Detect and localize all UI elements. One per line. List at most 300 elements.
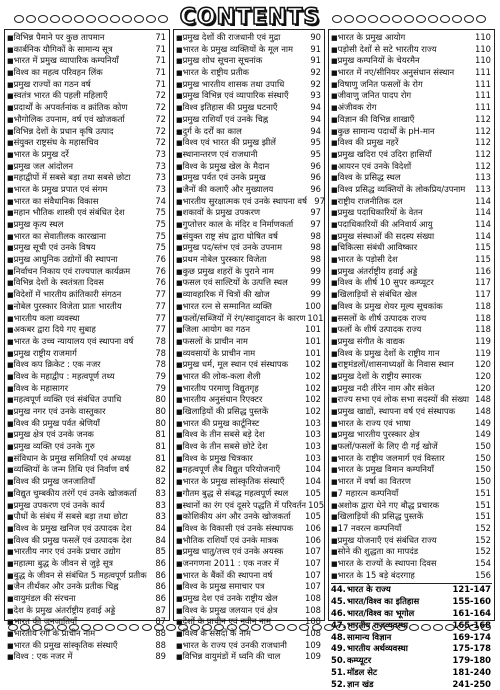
toc-entry [7,324,167,336]
bullet-icon: ■ [176,291,183,300]
toc-entry-title: प्रमुख खाद्यों, स्थापना वर्ष एवं संस्थापक [337,406,456,416]
toc-entry [331,464,492,476]
toc-entry-page: 106 [305,534,321,545]
toc-entry [7,418,167,430]
toc-entry-title: विश्व की प्रमुख पर्वत श्रेणियाँ [13,417,100,428]
bullet-icon: ■ [176,104,183,113]
toc-entry-title: भारत के राज्यों के स्थापना दिवस [337,557,437,568]
bullet-icon: ■ [331,454,338,463]
bullet-icon: ■ [7,92,14,101]
toc-entry-title: विश्व प्रसिद्ध व्यक्तियों के लोकप्रिय/उपनाम [337,183,466,194]
toc-entry-page: 115 [475,254,491,265]
toc-entry-page: 99 [310,277,321,288]
toc-entry [7,406,167,418]
bullet-icon: ■ [7,337,14,346]
toc-entry-title: विभिन्न देशों के प्रधान कृषि उत्पाद [13,125,114,136]
toc-entry [176,55,322,67]
toc-entry-title: देश के प्रमुख अंतर्राष्ट्रीय हवाई अड्डे [13,604,116,615]
toc-entry-page: 77 [155,300,166,311]
bullet-icon: ■ [7,524,14,533]
bullet-icon: ■ [7,291,14,300]
toc-entry-title: भारतीय अनुसंधान रिएक्टर [182,394,263,405]
toc-entry-title: प्रमुख सूची एवं उनके विषय [13,242,96,253]
bullet-icon: ■ [176,115,183,124]
toc-entry [331,383,492,395]
toc-entry-title: गौतम बुद्ध से संबद्ध महत्वपूर्ण स्थल [182,487,289,498]
toc-entry-title: प्रमुख आधुनिक उद्योगों की स्थापना [13,254,118,265]
bullet-icon: ■ [176,595,183,603]
section-num: 52. [331,678,346,689]
toc-entry-page: 112 [475,125,491,136]
toc-entry [331,500,492,512]
toc-entry-title: पड़ोसी देशों से सटे भारतीय राज्य [337,43,437,54]
toc-entry-title: प्रदार्थों के अपवर्तनांक व क्रांतिक कोण [13,102,128,113]
toc-entry-title: विश्व के संसदों के नाम [182,628,251,639]
toc-entry-page: 90 [310,32,321,42]
bullet-icon: ■ [176,408,183,416]
bullet-icon: ■ [7,653,14,662]
toc-entry-page: 92 [310,67,321,78]
toc-entry [7,570,167,582]
bullet-icon: ■ [331,326,338,335]
toc-entry [176,511,322,523]
toc-entry [176,383,322,395]
bullet-icon: ■ [176,92,183,101]
toc-entry-page: 111 [475,90,491,101]
bullet-icon: ■ [331,302,338,311]
section-range: 175-178 [452,643,491,654]
toc-entry-page: 118 [475,324,491,335]
toc-entry-title: प्रमुख देशों की राजधानी एवं मुद्रा [182,32,281,42]
toc-entry-page: 75 [155,230,166,241]
section-title: भारत/विश्व का इतिहास [347,596,420,607]
toc-entry-title: पदाधिकारियों की अनिवार्य आयु [337,219,433,229]
bullet-icon: ■ [176,606,183,615]
toc-entry [176,418,322,430]
bullet-icon: ■ [331,232,338,241]
contents-column-3 [328,29,495,689]
toc-entry-page: 86 [155,593,166,603]
toc-entry [331,336,492,348]
toc-entry-page: 113 [475,183,491,194]
toc-entry [176,581,322,593]
toc-entry-title: प्रमुख विभिन्न एवं व्यापारिक संस्थाएँ [182,90,289,101]
section-entry [331,643,492,655]
toc-entry [331,266,492,278]
toc-entry-title: भारतीय सुरक्षात्मक एवं उनके स्थापना वर्ष [182,195,307,206]
toc-entry-page: 152 [475,522,491,533]
toc-entry-title: बुद्ध के जीवन से संबंधित 5 महत्वपूर्ण प्रतीक [13,569,147,580]
toc-entry [176,336,322,348]
bullet-icon: ■ [7,419,14,428]
toc-entry [176,453,322,465]
toc-entry-page: 102 [305,406,321,416]
bullet-icon: ■ [176,548,183,557]
toc-entry-page: 116 [475,265,491,276]
toc-entry-page: 93 [310,90,321,101]
toc-entry [176,301,322,313]
toc-entry [176,406,322,418]
toc-entry-page: 150 [475,441,491,452]
toc-entry-title: विश्व के महासागर [13,382,69,393]
toc-entry [7,184,167,196]
toc-entry-title: जीवाणु जनित पादप रोग [337,90,412,101]
toc-entry-page: 103 [305,452,321,463]
toc-entry-page: 83 [155,499,166,510]
section-title: सामान्य विज्ञान [347,631,392,642]
toc-entry-title: कोशिकीय अंग और उनके खोजकर्ता [182,511,291,522]
toc-entry-title: कुछ सामान्य पदार्थों के pH-मान [337,125,435,136]
toc-entry [176,67,322,79]
toc-entry-title: अकबर द्वारा दिये गए सुबाह [13,324,96,335]
toc-entry-page: 102 [305,382,321,393]
bullet-icon: ■ [7,466,14,475]
bullet-icon: ■ [176,396,183,405]
toc-entry-title: जैन तीर्थंकर और उनके प्रतीक चिह्न [13,581,119,592]
section-entry [331,655,492,667]
toc-entry-page: 95 [310,148,321,159]
toc-entry [7,254,167,266]
toc-entry-title: विश्व की प्रमुख जनजातियाँ [13,476,96,487]
toc-entry-title: महान भौतिक शास्त्री एवं संबंधित देश [13,207,125,218]
bullet-icon: ■ [331,104,338,113]
toc-entry-title: भारत के राज्य एवं उनकी राजधानी [182,639,287,650]
bullet-icon: ■ [7,256,14,265]
toc-entry [176,149,322,161]
toc-entry-page: 151 [475,499,491,510]
toc-entry-page: 71 [155,67,166,78]
toc-entry [331,231,492,243]
bullet-icon: ■ [7,361,14,370]
toc-entry [7,511,167,523]
toc-entry-page: 79 [155,370,166,381]
toc-entry [331,149,492,161]
toc-entry-title: महत्वपूर्ण व्यक्ति एवं संबंधित उपाधि [13,394,122,405]
toc-entry-page: 97 [310,219,321,229]
toc-entry-title: विश्व कप क्रिकेट : एक नजर [13,359,101,370]
bullet-icon: ■ [331,478,338,487]
toc-entry-page: 149 [475,417,491,428]
toc-entry-title: प्रमुख संस्थाओं की सदस्य संख्या [337,230,435,241]
toc-entry-page: 96 [310,183,321,194]
bullet-icon: ■ [331,337,338,346]
toc-entry-page: 100 [305,300,321,311]
bullet-icon: ■ [7,302,14,311]
toc-entry-page: 72 [155,102,166,113]
bullet-icon: ■ [176,454,183,463]
bullet-icon: ■ [331,361,338,370]
toc-entry-title: अंजीवक रोग [337,102,377,113]
toc-entry-title: खिलाड़ियों से संबंधित खेल [337,289,417,300]
toc-entry-page: 105 [305,511,321,522]
bullet-icon: ■ [176,162,183,171]
toc-entry [331,394,492,406]
toc-entry [7,500,167,512]
section-num: 50. [331,655,346,666]
bullet-icon: ■ [7,384,14,393]
toc-entry [7,266,167,278]
toc-entry-page: 120 [475,359,491,370]
bullet-icon: ■ [331,548,338,557]
toc-entry [331,324,492,336]
toc-entry-title: भारत के राष्ट्रीय जलमार्ग एवं विस्तार [337,452,445,463]
toc-list-2 [176,32,325,663]
toc-entry [7,371,167,383]
toc-entry-title: फलों/फसलों के लिए दी गई खोजें [337,441,438,452]
section-num: 44. [331,584,346,595]
toc-entry-title: भारत का सेवातीलक कारखाना [13,230,106,241]
toc-entry-page: 74 [155,195,166,206]
bullet-icon: ■ [176,139,183,148]
toc-entry-title: प्रमुख पद/स्तंभ एवं उनके उपनाम [182,242,282,253]
toc-entry [7,336,167,348]
toc-entry [176,161,322,173]
toc-entry-title: प्रमुख खदिरा एवं उदिरा हासियाँ [337,148,432,159]
bullet-icon: ■ [7,501,14,510]
toc-entry-title: भारत में नए/सीनियर अनुसंधान संस्थान [337,67,455,78]
toc-entry-title: विश्व के प्रमुख देशों के राष्ट्रीय गान [337,347,440,358]
toc-entry-title: प्रमुख कृत्य स्थल [13,219,64,229]
toc-entry-title: भौतिक राशियाँ एवं उनके मात्रक [182,534,279,545]
toc-entry-page: 112 [475,148,491,159]
bullet-icon: ■ [331,279,338,288]
toc-entry [7,102,167,114]
toc-entry [176,488,322,500]
toc-entry-title: भारतीय रंगों के प्राचीन नाम [13,628,96,639]
toc-list-3 [331,32,492,581]
toc-entry-page: 112 [475,137,491,148]
toc-entry [7,90,167,102]
toc-entry-title: 17 नवरत्न कम्पनियाँ [337,522,402,533]
toc-entry-page: 119 [475,347,491,358]
section-entry [331,632,492,644]
bullet-icon: ■ [176,559,183,568]
bullet-icon: ■ [331,115,338,124]
toc-entry [331,418,492,430]
toc-entry-page: 150 [475,476,491,487]
toc-entry-page: 106 [305,522,321,533]
toc-entry [7,161,167,173]
bullet-icon: ■ [7,162,14,171]
toc-entry-title: प्रमुख नदी तीरेन नाम और संकेत [337,382,435,393]
toc-entry [331,114,492,126]
bullet-icon: ■ [331,256,338,265]
toc-entry-title: संयुक्त राष्ट्र संघ द्वारा घोषित वर्ष [182,230,278,241]
toc-entry-title: भारत के प्रमुख प्रपात एवं संगम [13,183,108,194]
toc-entry-title: विश्व का महत्व परिवहन लिंक [13,67,103,78]
toc-entry-page: 120 [475,382,491,393]
bullet-icon: ■ [7,513,14,522]
toc-entry [7,313,167,325]
bullet-icon: ■ [7,115,14,124]
bullet-icon: ■ [331,431,338,440]
bullet-icon: ■ [7,595,14,603]
toc-entry-page: 114 [475,219,491,229]
toc-entry [331,406,492,418]
toc-entry-title: महत्वपूर्ण लैब विद्युत परियोजनाएँ [182,464,281,475]
bullet-icon: ■ [331,419,338,428]
toc-entry-page: 96 [310,160,321,171]
toc-entry [7,289,167,301]
toc-entry [331,371,492,383]
bullet-icon: ■ [7,279,14,288]
toc-entry-page: 110 [475,43,491,54]
section-range: 241-250 [452,678,491,689]
toc-entry-page: 82 [155,464,166,475]
toc-entry [176,219,322,231]
toc-entry-title: स्वतंत्र भारत की पहली महिलाएँ [13,90,108,101]
toc-entry-title: प्रमुख पदाधिकारियों के वेतन [337,207,423,218]
bullet-icon: ■ [331,384,338,393]
toc-entry-page: 104 [305,476,321,487]
toc-entry-page: 87 [155,616,166,627]
toc-entry [7,476,167,488]
toc-entry-page: 98 [310,242,321,253]
toc-entry-title: भारत का संवैधानिक विकास [13,195,99,206]
toc-entry [331,67,492,79]
toc-entry-page: 76 [155,265,166,276]
toc-entry-title: विश्व एवं भारत की प्रमुख झीलें [182,137,276,148]
toc-entry-page: 85 [155,546,166,557]
toc-entry-title: खिलाड़ियों की प्रसिद्ध पुस्तकें [182,406,269,416]
toc-entry [331,32,492,44]
toc-entry [331,313,492,325]
toc-entry-title: भौगोलिक उपनाम, वर्ष एवं खोजकर्ता [13,113,125,124]
toc-entry-page: 101 [305,335,321,346]
toc-entry [176,441,322,453]
toc-entry-title: भारत के प्रमुख आयोग [337,32,406,42]
bullet-icon: ■ [7,372,14,381]
section-num: 48. [331,631,346,642]
toc-entry-page: 88 [155,628,166,639]
toc-entry-title: भारत के राष्ट्रीय प्रतीक [182,67,249,78]
section-title: भारत के राज्य [347,584,391,595]
bullet-icon: ■ [331,372,338,381]
toc-entry [7,640,167,652]
toc-entry-page: 78 [155,347,166,358]
toc-entry [7,558,167,570]
bullet-icon: ■ [7,174,14,183]
toc-entry-page: 103 [305,429,321,440]
toc-entry-title: विभिन्न देशों के स्वतंत्रता दिवस [13,277,104,288]
toc-entry-page: 112 [475,113,491,124]
bullet-icon: ■ [176,583,183,592]
bullet-icon: ■ [331,174,338,183]
toc-entry [176,207,322,219]
bullet-icon: ■ [7,489,14,498]
toc-entry [7,394,167,406]
bullet-icon: ■ [7,45,14,54]
toc-entry-page: 88 [155,639,166,650]
toc-entry-title: निर्वाचन निकाय एवं राज्यपाल कार्यक्रम [13,265,131,276]
toc-entry [331,535,492,547]
toc-entry-page: 75 [155,242,166,253]
toc-entry-page: 107 [305,569,321,580]
toc-entry [176,558,322,570]
bullet-icon: ■ [176,185,183,194]
toc-entry [331,453,492,465]
toc-entry-title: भारत की प्रमुख सांस्कृतिक संस्थाएँ [13,639,118,650]
bullet-icon: ■ [331,209,338,218]
section-range: 165-168 [452,619,491,630]
toc-entry-title: प्रमुख राशियाँ एवं उनके चिह्न [182,113,269,124]
toc-entry [176,429,322,441]
chain-ornament-left [8,13,168,25]
section-num: 47. [331,619,346,630]
toc-entry-page: 112 [475,160,491,171]
toc-entry [176,499,325,512]
toc-entry [176,79,322,91]
toc-entry-page: 75 [155,207,166,218]
toc-entry-title: कुछ प्रमुख शहरों के पुराने नाम [182,265,274,276]
toc-entry [7,348,167,360]
chain-ornament-right [332,13,492,25]
section-range: 161-164 [452,607,491,618]
toc-entry-title: विश्व के तीन सबसे बड़े देश [182,429,265,440]
toc-entry-title: भारत के राज्य एवं भाषा [337,417,411,428]
toc-entry-page: 97 [314,195,325,206]
bullet-icon: ■ [331,513,338,522]
toc-entry [176,464,322,476]
toc-entry-page: 101 [307,312,324,323]
bullet-icon: ■ [331,34,338,42]
toc-entry-title: प्रमुख संगीत के वाद्यक [337,335,405,346]
toc-entry-title: विभिन्न पैमाने पर कुछ तापमान [13,32,105,42]
toc-entry-title: प्रमुख भारतीय शासक तथा उपाधि [182,78,285,89]
toc-entry [176,593,322,605]
toc-entry-title: व्यवसायों के प्राचीन नाम [182,347,256,358]
toc-entry-page: 89 [155,651,166,662]
toc-entry [331,441,492,453]
toc-entry [331,44,492,56]
toc-entry [176,640,322,652]
toc-entry-title: प्रमुख क्षेत्र एवं उनके जनक [13,429,94,440]
bullet-icon: ■ [176,197,183,206]
toc-entry [7,149,167,161]
toc-entry-title: गुप्तोत्तर काल के मंदिर व निर्माणकर्ता [182,219,294,229]
bullet-icon: ■ [7,69,14,78]
toc-entry-title: भारतीय नगर एवं उनके प्रचार उद्योग [13,546,121,557]
toc-entry-page: 107 [305,546,321,557]
bullet-icon: ■ [176,174,183,183]
toc-entry-page: 108 [305,616,321,627]
bullet-icon: ■ [7,57,14,66]
toc-entry-title: जनगणना 2011 : एक नजर में [182,557,279,568]
toc-entry-page: 76 [155,277,166,288]
toc-entry-title: प्रमुख व्यक्ति एवं उनके गुरु [13,441,95,452]
toc-entry-page: 86 [155,569,166,580]
toc-entry-page: 151 [475,511,491,522]
toc-entry-title: संयुक्त राष्ट्रसंघ के महासचिव [13,137,99,148]
toc-entry-title: प्रमुख योजनाएँ एवं संबंधित राज्य [337,534,437,545]
toc-entry-title: आयरन एवं उनके विदेशों [337,160,412,171]
toc-entry-page: 71 [155,43,166,54]
toc-entry-page: 151 [475,487,491,498]
toc-entry [331,161,492,173]
toc-entry-title: चिकित्सा संबंधी आविष्कार [337,242,418,253]
bullet-icon: ■ [7,408,14,416]
toc-entry-page: 105 [308,499,325,510]
bullet-icon: ■ [331,267,338,276]
toc-entry [7,55,167,67]
bullet-icon: ■ [7,34,14,42]
toc-entry-title: वायुमंडल की संरचना [13,593,76,603]
toc-entry-title: प्रमुख राज्यों का गठन वर्ष [13,78,91,89]
toc-entry-title: भारत में प्रमुख व्यापारिक कम्पनियाँ [13,55,119,66]
toc-entry [7,581,167,593]
toc-entry [331,172,492,184]
bullet-icon: ■ [7,80,14,89]
